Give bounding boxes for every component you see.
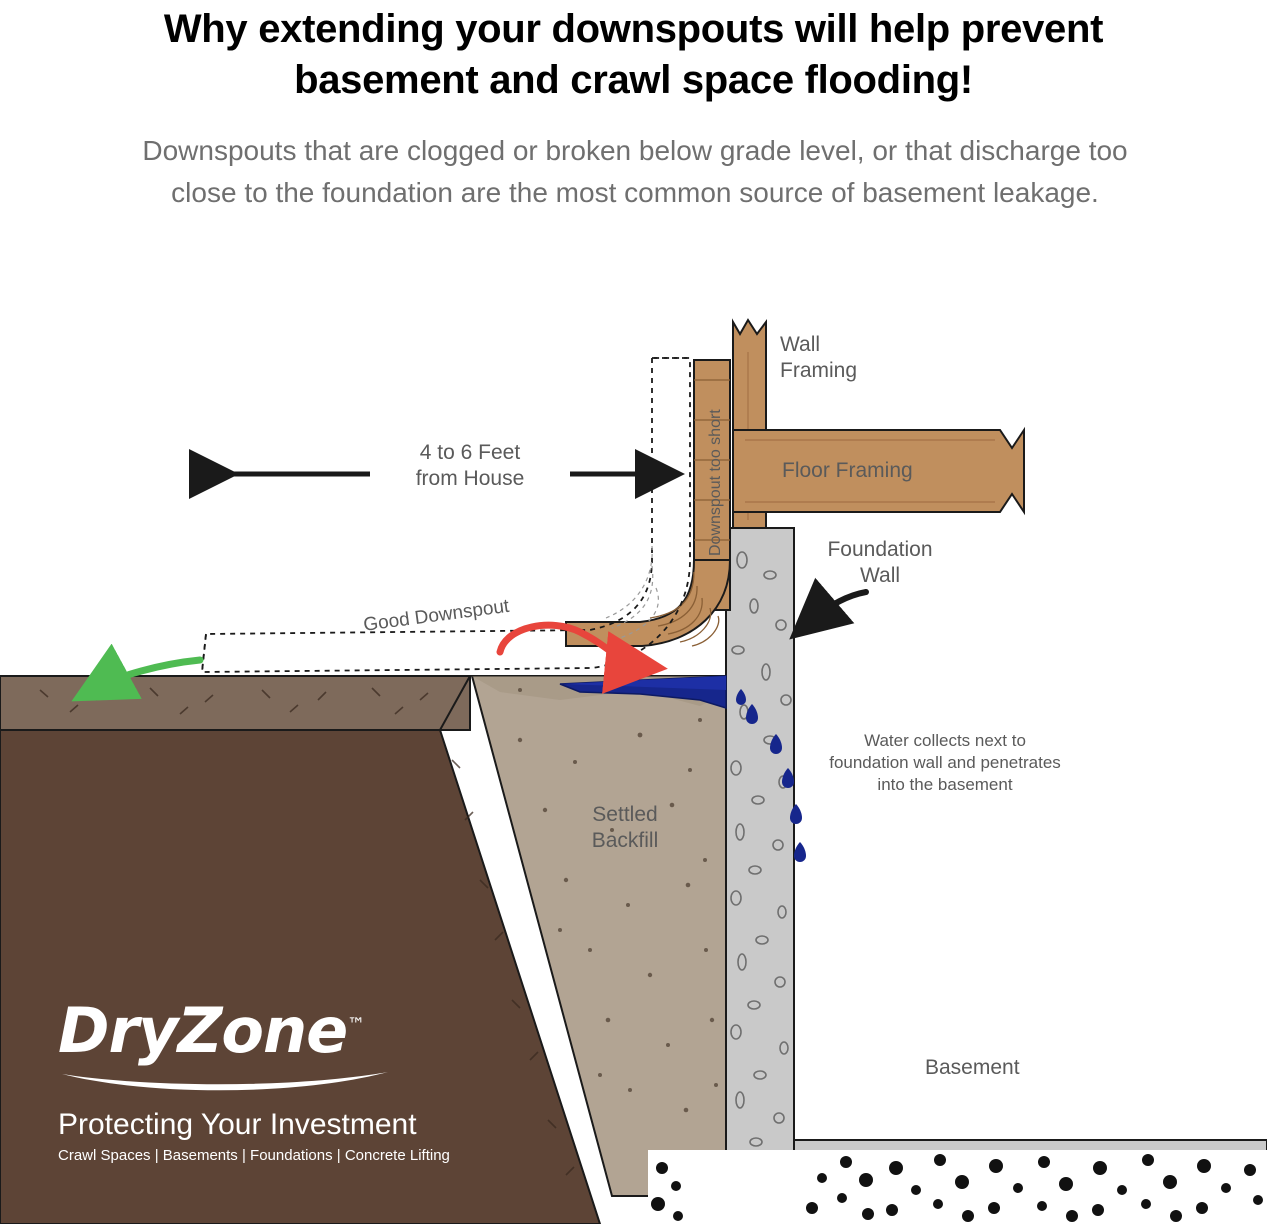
- label-foundation-wall-line2: Wall: [859, 564, 901, 588]
- label-water-collects-line2: foundation wall and penetrates: [829, 753, 1061, 773]
- label-distance-line1: 4 to 6 Feet: [419, 441, 521, 464]
- page-title-line-1: Why extending your downspouts will help prevent: [163, 7, 1104, 51]
- label-settled-backfill-line2: Backfill: [591, 829, 659, 853]
- brand-tagline-sub: Crawl Spaces | Basements | Foundations | Concrete Lifting: [58, 1147, 450, 1164]
- page-title-line-2: basement and crawl space flooding!: [294, 58, 973, 103]
- gravel-bed: [648, 1150, 1267, 1224]
- label-foundation-wall-line1: Foundation: [827, 538, 933, 561]
- label-foundation-wall: [790, 537, 970, 590]
- brand-logo-name: DryZone: [58, 994, 348, 1067]
- label-settled-backfill-line1: Settled: [592, 803, 658, 826]
- label-basement: Basement: [925, 1056, 1020, 1079]
- label-floor-framing: Floor Framing: [782, 459, 913, 482]
- label-water-collects-line1: Water collects next to: [864, 731, 1026, 750]
- label-water-collects-line3: into the basement: [877, 775, 1013, 795]
- label-downspout-too-short: Downspout too short: [707, 409, 724, 556]
- logo-swoosh-icon: [58, 1066, 398, 1096]
- brand-logo-tm: ™: [347, 1014, 365, 1036]
- label-water-collects: [800, 730, 1090, 796]
- label-distance-from-house: [370, 440, 570, 493]
- foundation-wall-pointer-arrow: [812, 592, 866, 620]
- brand-logo: [58, 994, 365, 1067]
- label-wall-framing-line2: Framing: [780, 359, 858, 383]
- label-wall-framing: [780, 332, 857, 385]
- label-good-downspout: Good Downspout: [362, 595, 511, 636]
- label-distance-line2: from House: [415, 467, 525, 491]
- label-settled-backfill: [545, 802, 705, 855]
- page-subtitle: Downspouts that are clogged or broken below grade level, or that discharge too close to the foundation are the most common source of basement leakage.: [142, 135, 1128, 208]
- dryzone-logo-block: [58, 994, 478, 1165]
- foundation-wall: [686, 528, 1267, 1224]
- label-wall-framing-line1: Wall: [780, 333, 821, 356]
- brand-tagline: Protecting Your Investment: [58, 1108, 417, 1141]
